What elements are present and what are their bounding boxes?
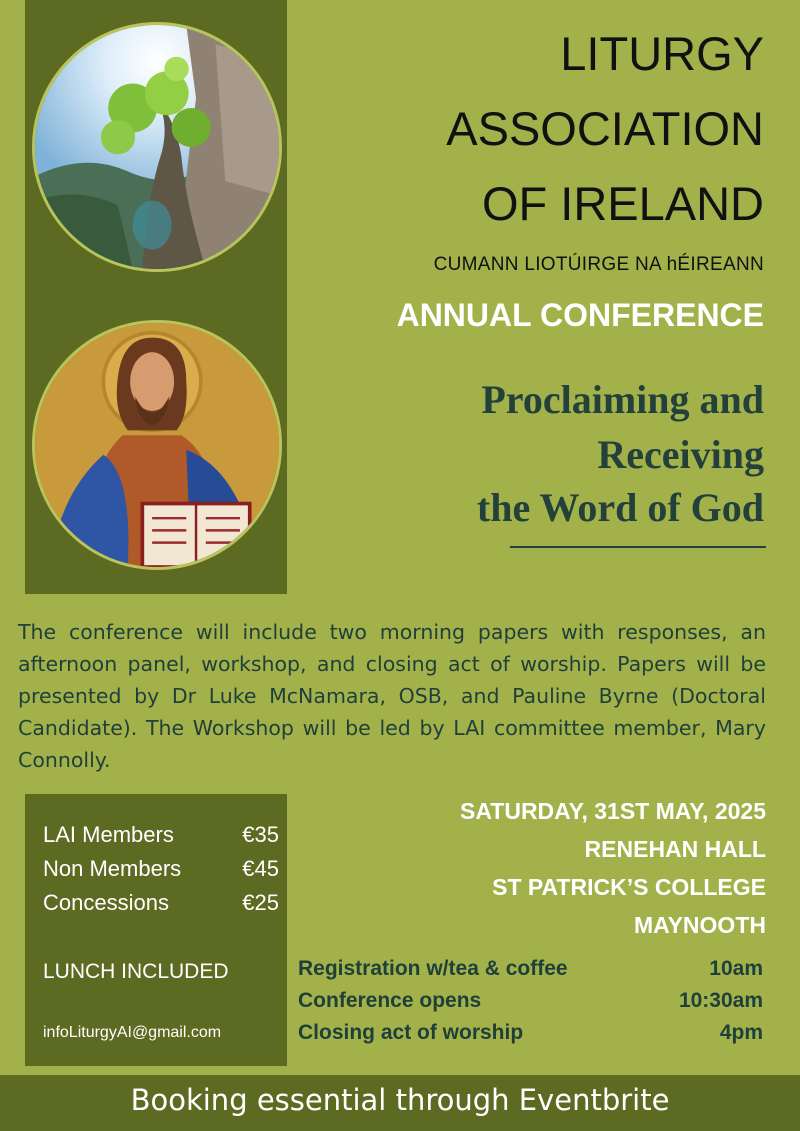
booking-notice: Booking essential through Eventbrite — [130, 1083, 670, 1117]
tree-photo — [32, 22, 282, 272]
price-amount: €25 — [242, 890, 279, 915]
event-date: SATURDAY, 31ST MAY, 2025 — [460, 798, 766, 824]
irish-name: CUMANN LIOTÚIRGE NA hÉIREANN — [433, 254, 764, 275]
schedule-row — [298, 957, 763, 981]
theme-line-1: Proclaiming and — [481, 377, 764, 422]
lunch-note: LUNCH INCLUDED — [43, 960, 229, 983]
title-line-3: OF IRELAND — [481, 177, 764, 230]
schedule-item: Registration w/tea & coffee — [298, 957, 568, 980]
price-label: Non Members — [43, 856, 182, 881]
price-row — [43, 856, 279, 882]
price-row — [43, 822, 279, 848]
schedule-time: 10:30am — [678, 989, 763, 1012]
title-line-1: LITURGY — [560, 27, 764, 80]
schedule-row — [298, 989, 763, 1013]
schedule-row — [298, 1021, 763, 1045]
schedule-time: 4pm — [719, 1021, 763, 1044]
venue-line: RENEHAN HALL — [584, 836, 766, 862]
schedule-time: 10am — [709, 957, 763, 980]
theme-line-3: the Word of God — [476, 485, 764, 530]
theme-line-2: Receiving — [597, 432, 764, 477]
price-label: Concessions — [43, 890, 169, 915]
schedule-item: Conference opens — [298, 989, 482, 1012]
title-line-2: ASSOCIATION — [446, 102, 764, 155]
venue-line: MAYNOOTH — [633, 912, 766, 938]
contact-email[interactable]: infoLiturgyAI@gmail.com — [43, 1024, 222, 1041]
price-amount: €35 — [242, 822, 279, 847]
venue-line: ST PATRICK’S COLLEGE — [492, 874, 766, 900]
price-label: LAI Members — [43, 822, 174, 847]
price-row — [43, 890, 279, 916]
schedule-item: Closing act of worship — [298, 1021, 524, 1044]
conference-description: The conference will include two morning papers with responses, an afternoon panel, workshop, and closing act of worship. Papers will be presented by Dr Luke McNamara, OSB, and Pauline Byrne (Doctoral Candidate). The Workshop will be led by LAI committee member, Mary Connolly. — [18, 620, 766, 772]
event-type-heading: ANNUAL CONFERENCE — [396, 297, 764, 333]
theme-divider — [510, 546, 766, 548]
christ-icon-painting — [32, 320, 282, 570]
price-amount: €45 — [242, 856, 279, 881]
